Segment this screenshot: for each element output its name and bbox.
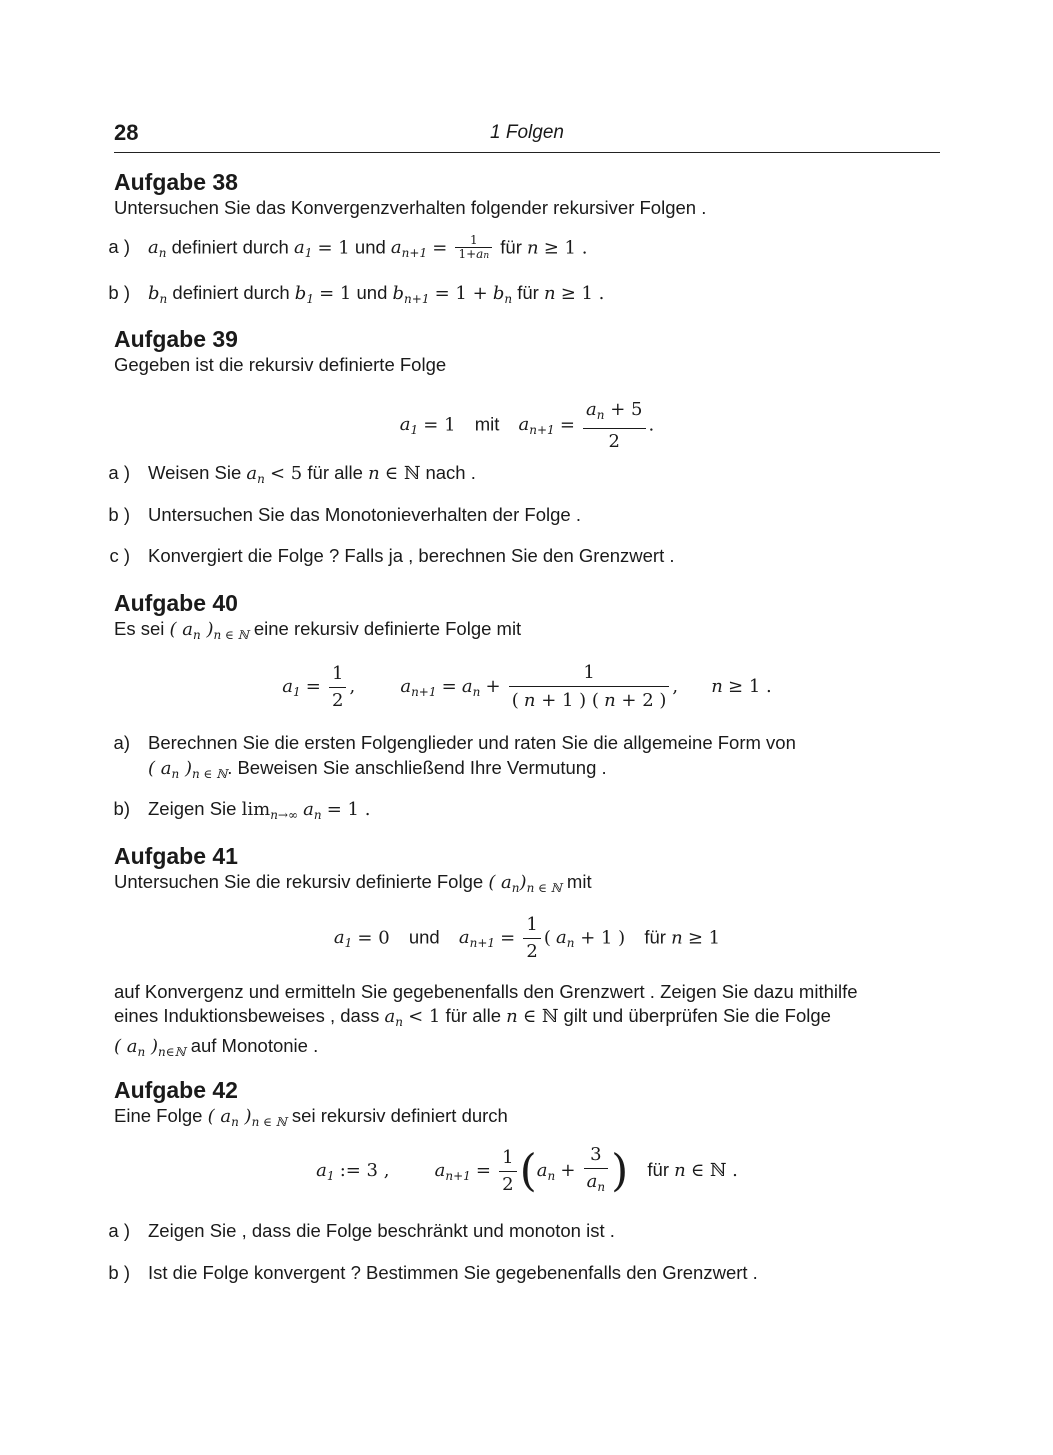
- exercise-title: Aufgabe 40: [114, 590, 238, 616]
- exercise-39-part-a: a ) Weisen Sie $a_n < 5$ für alle n ∈ ℕ nach .: [96, 461, 476, 491]
- exercise-intro: Es sei ( $a_n$ )$_{n \in ℕ}$ eine rekursiv definierte Folge mit: [114, 618, 522, 642]
- exercise-38: [114, 168, 940, 220]
- exercise-42: [114, 1076, 940, 1134]
- display-formula: $a_1$ := 3 , $a_{n+1}$ = $\frac{1}{2}$ ($a_n$ + $\frac{3}{a_n}$ ) für n ∈ ℕ .: [316, 1144, 738, 1197]
- exercise-title: Aufgabe 41: [114, 843, 238, 869]
- exercise-40-part-a: a) Berechnen Sie die ersten Folgenglieder und raten Sie die allgemeine Form von: [96, 731, 796, 755]
- part-label: b ): [108, 282, 130, 303]
- part-label: a ): [108, 1220, 130, 1241]
- exercise-38-part-a: a ) $a_n$ definiert durch $a_1 = 1$ und $a_{n+1}$ = $\frac{1}{1+an}$ für n ≥ 1 .: [96, 234, 587, 265]
- exercise-42-part-b: b ) Ist die Folge konvergent ? Bestimmen Sie gegebenenfalls den Grenzwert .: [96, 1261, 758, 1285]
- display-formula: $a_1 = 1$ mit $a_{n+1}$ = $\frac{a_n + 5}{2}$ .: [114, 396, 940, 455]
- exercise-intro: Eine Folge ( $a_n$ )$_{n \in ℕ}$ sei rekursiv definiert durch: [114, 1105, 508, 1129]
- part-label: c ): [109, 545, 130, 566]
- exercise-39: [114, 325, 940, 377]
- exercise-41-paragraph: auf Konvergenz und ermitteln Sie gegebenenfalls den Grenzwert . Zeigen Sie dazu mithilfe eines Induktionsbeweises , dass $a_n < 1$ für alle n ∈ ℕ gilt und überprüfen Sie die Folge ( $a_n$ )$_{n\in ℕ}$ auf Monotonie .: [114, 981, 858, 1059]
- exercise-intro: Gegeben ist die rekursiv definierte Folge: [114, 354, 447, 375]
- part-label: a ): [108, 462, 130, 483]
- exercise-title: Aufgabe 39: [114, 326, 238, 352]
- page-number: 28: [114, 120, 139, 145]
- chapter-title: 1 Folgen: [490, 122, 564, 143]
- part-label: b ): [108, 1262, 130, 1283]
- exercise-38-part-b: b ) $b_n$ definiert durch $b_1 = 1$ und $b_{n+1} = 1 + b_n$ für n ≥ 1 .: [96, 281, 604, 311]
- part-label: a ): [108, 236, 130, 258]
- exercise-40-part-a-cont: ( $a_n$ )$_{n \in ℕ}$. Beweisen Sie anschließend Ihre Vermutung .: [148, 757, 607, 781]
- exercise-42-part-a: a ) Zeigen Sie , dass die Folge beschränkt und monoton ist .: [96, 1219, 615, 1243]
- exercise-intro: Untersuchen Sie die rekursiv definierte Folge ( $a_n)_{n \in ℕ}$ mit: [114, 871, 592, 895]
- exercise-41: [114, 842, 940, 900]
- exercise-40-part-b: b) Zeigen Sie $\lim_{n\to\infty} a_n = 1$ .: [96, 797, 370, 827]
- part-label: b): [113, 798, 130, 819]
- exercise-title: Aufgabe 42: [114, 1077, 238, 1103]
- part-label: b ): [108, 504, 130, 525]
- exercise-39-part-b: b ) Untersuchen Sie das Monotonieverhalten der Folge .: [96, 503, 581, 527]
- display-formula: $a_1 = 0$ und $a_{n+1}$ = $\frac{1}{2}$ ( $a_n + 1$ ) für n ≥ 1: [333, 914, 721, 962]
- part-label: a): [113, 732, 130, 753]
- page-header: [114, 118, 940, 153]
- exercise-40: [114, 589, 940, 647]
- display-formula: $a_1$ = $\frac{1}{2}$ , $a_{n+1} = a_n$ + $\frac{1}{( n + 1 ) ( n + 2 )}$ , n ≥ 1 .: [282, 662, 772, 711]
- exercise-39-part-c: c ) Konvergiert die Folge ? Falls ja , berechnen Sie den Grenzwert .: [96, 544, 675, 568]
- exercise-title: Aufgabe 38: [114, 169, 238, 195]
- exercise-intro: Untersuchen Sie das Konvergenzverhalten folgender rekursiver Folgen .: [114, 197, 707, 218]
